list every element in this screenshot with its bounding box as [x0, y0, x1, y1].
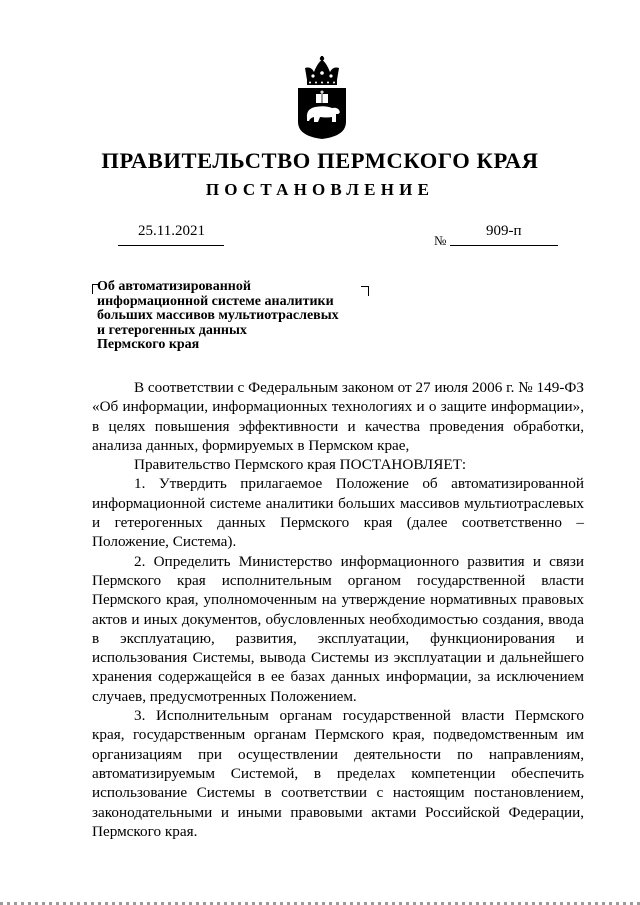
- subject-line: и гетерогенных данных: [97, 322, 247, 338]
- document-body: [92, 378, 584, 841]
- subject-line: Пермского края: [97, 337, 200, 352]
- document-date: 25.11.2021: [138, 223, 205, 239]
- item-2-paragraph: 2. Определить Министерство информационного развития и связи Пермского края исполнительным органом государственной власти Пермского края, уполномоченным на утверждение нормативных правовых актов и иных документов, обусловленных необходимостью создания, ввода в эксплуатацию, развития, эксплуатации, функционирования и использования Системы, вывода Системы из эксплуатации и дальнейшего хранения содержащейся в ее базах данных информации, за исключением случаев, предусмотренных Положением.: [92, 552, 584, 705]
- number-sign: №: [434, 233, 447, 248]
- coat-of-arms-icon: [294, 56, 350, 140]
- number-underline: [450, 245, 558, 246]
- document-type: ПОСТАНОВЛЕНИЕ: [205, 180, 435, 199]
- item-1-paragraph: 1. Утвердить прилагаемое Положение об автоматизированной информационной системе аналитики больших массивов мультиотраслевых и гетерогенных данных Пермского края (далее соответственно – Положение, Система).: [92, 475, 584, 551]
- resolution-paragraph: Правительство Пермского края ПОСТАНОВЛЯЕТ:: [134, 456, 467, 474]
- document-subject: [97, 280, 367, 353]
- subject-line: Об автоматизированной: [97, 279, 251, 294]
- preamble-paragraph: В соответствии с Федеральным законом от 27 июля 2006 г. № 149-ФЗ «Об информации, информационных технологиях и о защите информации», в целях повышения эффективности и качества проведения обработки, анализа данных, формируемых в Пермском крае,: [92, 379, 584, 454]
- document-number: 909-п: [486, 223, 522, 239]
- subject-line: информационной системе аналитики: [97, 293, 334, 309]
- item-3-paragraph: 3. Исполнительным органам государственной власти Пермского края, государственным органам Пермского края, подведомственным им организациям при осуществлении деятельности по направлениям, автоматизируемым Системой, в пределах компетенции обеспечить использование Системы в соответствии с настоящим постановлением, законодательными и иными правовыми актами Российской Федерации, Пермского края.: [92, 707, 584, 840]
- subject-line: больших массивов мультиотраслевых: [97, 308, 339, 323]
- date-underline: [118, 245, 224, 246]
- government-title: ПРАВИТЕЛЬСТВО ПЕРМСКОГО КРАЯ: [101, 148, 539, 173]
